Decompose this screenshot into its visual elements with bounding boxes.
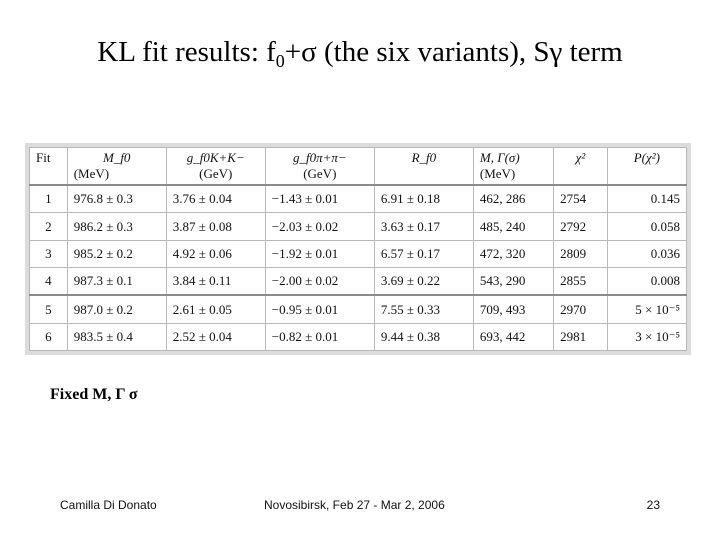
header-fit: Fit [30,148,68,167]
footer-event: Novosibirsk, Feb 27 - Mar 2, 2006 [264,498,445,512]
header-prob: P(χ²) [607,148,686,167]
table-units-row [30,166,687,185]
cell-g-kk: 4.92 ± 0.06 [166,240,265,267]
cell-sigma: 709, 493 [473,295,553,323]
cell-fit: 5 [30,295,68,323]
unit-fit [30,166,68,185]
cell-mass: 985.2 ± 0.2 [67,240,166,267]
header-r: R_f0 [374,148,473,167]
slide-title-prefix: KL fit results: f [97,36,276,68]
table-row [30,213,687,240]
unit-g-kk: (GeV) [166,166,265,185]
header-g-kk: g_f0K+K− [166,148,265,167]
results-table-image [25,143,691,355]
cell-prob: 0.145 [607,185,686,213]
slide-title-suffix: +σ (the six variants), Sγ term [284,36,623,68]
cell-prob: 3 × 10⁻⁵ [607,323,686,350]
cell-fit: 6 [30,323,68,350]
cell-fit: 2 [30,213,68,240]
unit-sigma: (MeV) [473,166,553,185]
footer-page-number: 23 [646,498,660,512]
cell-chi2: 2970 [554,295,608,323]
cell-prob: 0.058 [607,213,686,240]
slide-title [40,36,680,72]
cell-g-kk: 3.87 ± 0.08 [166,213,265,240]
cell-fit: 3 [30,240,68,267]
cell-g-pipi: −1.92 ± 0.01 [265,240,374,267]
cell-g-kk: 3.76 ± 0.04 [166,185,265,213]
cell-sigma: 693, 442 [473,323,553,350]
table-header-row [30,148,687,167]
table-row [30,267,687,295]
cell-g-pipi: −1.43 ± 0.01 [265,185,374,213]
cell-sigma: 462, 286 [473,185,553,213]
cell-sigma: 543, 290 [473,267,553,295]
cell-prob: 0.008 [607,267,686,295]
table-row [30,240,687,267]
cell-sigma: 485, 240 [473,213,553,240]
cell-g-kk: 2.52 ± 0.04 [166,323,265,350]
cell-chi2: 2809 [554,240,608,267]
cell-chi2: 2981 [554,323,608,350]
cell-mass: 976.8 ± 0.3 [67,185,166,213]
cell-g-kk: 3.84 ± 0.11 [166,267,265,295]
unit-prob [607,166,686,185]
cell-mass: 986.2 ± 0.3 [67,213,166,240]
cell-g-kk: 2.61 ± 0.05 [166,295,265,323]
cell-g-pipi: −0.95 ± 0.01 [265,295,374,323]
cell-r: 3.69 ± 0.22 [374,267,473,295]
cell-r: 6.91 ± 0.18 [374,185,473,213]
cell-chi2: 2855 [554,267,608,295]
unit-mass: (MeV) [67,166,166,185]
fixed-parameters-label: Fixed M, Γ σ [50,386,138,403]
header-sigma: M, Γ(σ) [473,148,553,167]
cell-chi2: 2754 [554,185,608,213]
cell-r: 9.44 ± 0.38 [374,323,473,350]
cell-mass: 987.0 ± 0.2 [67,295,166,323]
unit-r [374,166,473,185]
table-row [30,323,687,350]
cell-mass: 987.3 ± 0.1 [67,267,166,295]
results-table [29,147,687,351]
cell-g-pipi: −2.03 ± 0.02 [265,213,374,240]
cell-prob: 5 × 10⁻⁵ [607,295,686,323]
header-g-pipi: g_f0π+π− [265,148,374,167]
unit-g-pipi: (GeV) [265,166,374,185]
cell-prob: 0.036 [607,240,686,267]
cell-g-pipi: −0.82 ± 0.01 [265,323,374,350]
cell-mass: 983.5 ± 0.4 [67,323,166,350]
footer-author: Camilla Di Donato [60,498,157,512]
cell-g-pipi: −2.00 ± 0.02 [265,267,374,295]
cell-fit: 1 [30,185,68,213]
header-mass: M_f0 [67,148,166,167]
cell-sigma: 472, 320 [473,240,553,267]
slide-title-subscript: 0 [275,51,285,71]
cell-chi2: 2792 [554,213,608,240]
unit-chi2 [554,166,608,185]
cell-r: 3.63 ± 0.17 [374,213,473,240]
cell-fit: 4 [30,267,68,295]
cell-r: 7.55 ± 0.33 [374,295,473,323]
table-row [30,185,687,213]
header-chi2: χ² [554,148,608,167]
cell-r: 6.57 ± 0.17 [374,240,473,267]
table-row [30,295,687,323]
